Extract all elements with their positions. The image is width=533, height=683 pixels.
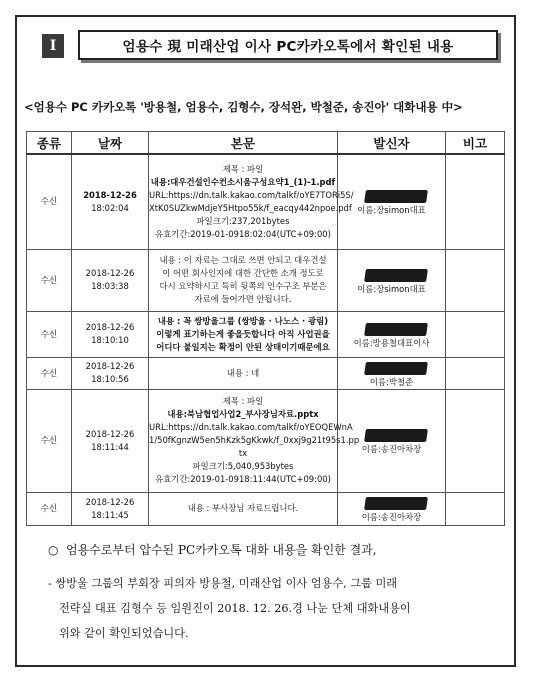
cell-body: [149, 311, 338, 357]
note-line: 전략실 대표 김형수 등 임원진이 2018. 12. 26.경 나눈 단체 대화내용이: [59, 602, 411, 615]
summary-text: 엄용수로부터 압수된 PC카카오톡 대화 내용을 확인한 결과,: [66, 543, 377, 557]
circle-bullet: ○: [48, 543, 59, 557]
body-line: 내용 : 부사장님 자료드립니다.: [187, 503, 299, 513]
time-text: 18:11:45: [91, 509, 129, 520]
cell-note: [446, 389, 505, 492]
body-line: 자료에 들어가면 안됩니다.: [194, 294, 292, 304]
section-number: I: [42, 34, 64, 58]
header-sender: 발신자: [338, 132, 446, 155]
cell-body: [149, 357, 338, 389]
date-text: 2018-12-26: [85, 496, 135, 507]
cell-note: [446, 357, 505, 389]
cell-note: [446, 249, 505, 311]
time-text: 18:11:44: [91, 441, 129, 452]
section-title-text: 엄용수 現 미래산업 이사 PC카카오톡에서 확인된 내용: [78, 30, 498, 60]
header-kind: 종류: [27, 132, 72, 155]
cell-note: [446, 311, 505, 357]
cell-date: [72, 357, 149, 389]
header-body: 본문: [149, 132, 338, 155]
body-line: 파일크기:5,040,953bytes: [192, 461, 294, 471]
sender-name: 이름:송진아차장: [361, 512, 422, 522]
body-line: 내용:대우건설인수컨소시움구성요약1_(1)-1.pdf: [150, 176, 336, 187]
table-row: [27, 154, 505, 249]
body-line: 어디다 붙일지는 확정이 안된 상태이기때문에요: [156, 341, 330, 352]
cell-date: [72, 492, 149, 525]
cell-date: [72, 154, 149, 249]
sender-name: 이름:박철준: [369, 376, 414, 387]
cell-date: [72, 249, 149, 311]
table-row: [27, 311, 505, 357]
redaction-mark: [364, 190, 428, 203]
body-line: 이 어떤 회사인지에 대한 간단한 소개 정도로: [162, 268, 324, 278]
time-text: 18:10:10: [91, 335, 129, 345]
header-date: 날짜: [72, 132, 149, 155]
body-line: 내용:북남협업사업2_부사장님자료.pptx: [167, 409, 319, 419]
body-line: 내용 : 이 자료는 그대로 쓰면 안되고 대우건설: [159, 255, 327, 265]
cell-note: [446, 154, 505, 249]
summary-paragraph: [48, 541, 508, 558]
table-row: [27, 249, 505, 311]
table-header-row: [27, 132, 505, 155]
body-line: tx: [238, 448, 248, 458]
date-text: 2018-12-26: [85, 361, 135, 371]
body-line: 내용 : 네: [226, 367, 260, 378]
cell-sender: [338, 357, 446, 389]
body-line: 유효기간:2019-01-0918:11:44(UTC+09:00): [155, 474, 331, 484]
cell-body: [149, 154, 354, 249]
redaction-mark: [364, 362, 428, 375]
cell-kind: 수신: [27, 249, 72, 311]
chat-log-table: [26, 131, 505, 526]
date-text: 2018-12-26: [85, 428, 135, 439]
date-text: 2018-12-26: [85, 268, 135, 278]
time-text: 18:02:04: [91, 202, 129, 213]
sender-name: 이름:장simon대표: [357, 283, 426, 294]
cell-sender: [338, 311, 446, 357]
note-line: - 쌍방울 그룹의 부회장 피의자 방용철, 미래산업 이사 엄용수, 그룹 미래: [48, 577, 398, 590]
conclusion-note: [48, 571, 510, 646]
sender-name: 이름:방용철대표이사: [353, 337, 430, 348]
cell-sender: [338, 492, 446, 525]
cell-sender: [338, 249, 446, 311]
table-row: [27, 389, 505, 492]
body-line: 제목 : 파일: [222, 396, 264, 406]
redaction-mark: [364, 269, 428, 282]
cell-kind: 수신: [27, 357, 72, 389]
body-line: 이렇게 표기하는게 좋을듯합니다 아직 사업권을: [156, 328, 330, 339]
body-line: 파일크기:237,201bytes: [196, 215, 290, 226]
body-line: URL:https://dn.talk.kakao.com/talkf/oYEOQEWnA: [149, 422, 353, 432]
cell-kind: 수신: [27, 311, 72, 357]
body-line: 내용 : 꼭 쌍방울그룹 (쌍방울 · 나노스 · 광림): [157, 315, 329, 326]
cell-kind: 수신: [27, 389, 72, 492]
cell-kind: 수신: [27, 492, 72, 525]
cell-body: [149, 492, 338, 525]
body-line: 다시 요약하시고 특히 뒷쪽의 인수구조 부분은: [159, 281, 327, 291]
cell-sender: [338, 389, 446, 492]
sender-name: 이름:장simon대표: [357, 205, 426, 216]
body-line: 유효기간:2019-01-0918:02:04(UTC+09:00): [155, 228, 331, 239]
cell-note: [446, 492, 505, 525]
body-line: 제목 : 파일: [222, 163, 264, 174]
cell-sender: [338, 154, 446, 249]
body-line: URL:https://dn.talk.kakao.com/talkf/oYE7TORi5S/: [149, 189, 354, 200]
table-caption: <엄용수 PC 카카오톡 '방용철, 엄용수, 김형수, 장석완, 박철준, 송진아' 대화내용 中>: [24, 100, 463, 114]
section-title: [26, 30, 504, 66]
cell-kind: 수신: [27, 154, 72, 249]
time-text: 18:03:38: [91, 281, 129, 291]
redaction-mark: [364, 497, 428, 510]
body-line: XtK0SUZkwMdjeY5Htpo55k/f_eacqy442npoe.pdf: [149, 202, 352, 213]
header-note: 비고: [446, 132, 505, 155]
cell-body: [149, 389, 360, 492]
cell-body: [149, 249, 338, 311]
body-line: 1/50fKgnzW5en5hKzk5gKkwk/f_0xxj9g21t95s1.pp: [149, 435, 360, 445]
cell-date: [72, 311, 149, 357]
note-line: 위와 같이 확인되었습니다.: [59, 627, 189, 640]
cell-date: [72, 389, 149, 492]
table-row: [27, 492, 505, 525]
time-text: 18:10:56: [91, 374, 129, 384]
date-text: 2018-12-26: [83, 189, 137, 200]
sender-name: 이름:송진아차장: [361, 444, 422, 454]
redaction-mark: [364, 429, 428, 442]
table-row: [27, 357, 505, 389]
redaction-mark: [364, 323, 428, 336]
date-text: 2018-12-26: [85, 322, 135, 332]
